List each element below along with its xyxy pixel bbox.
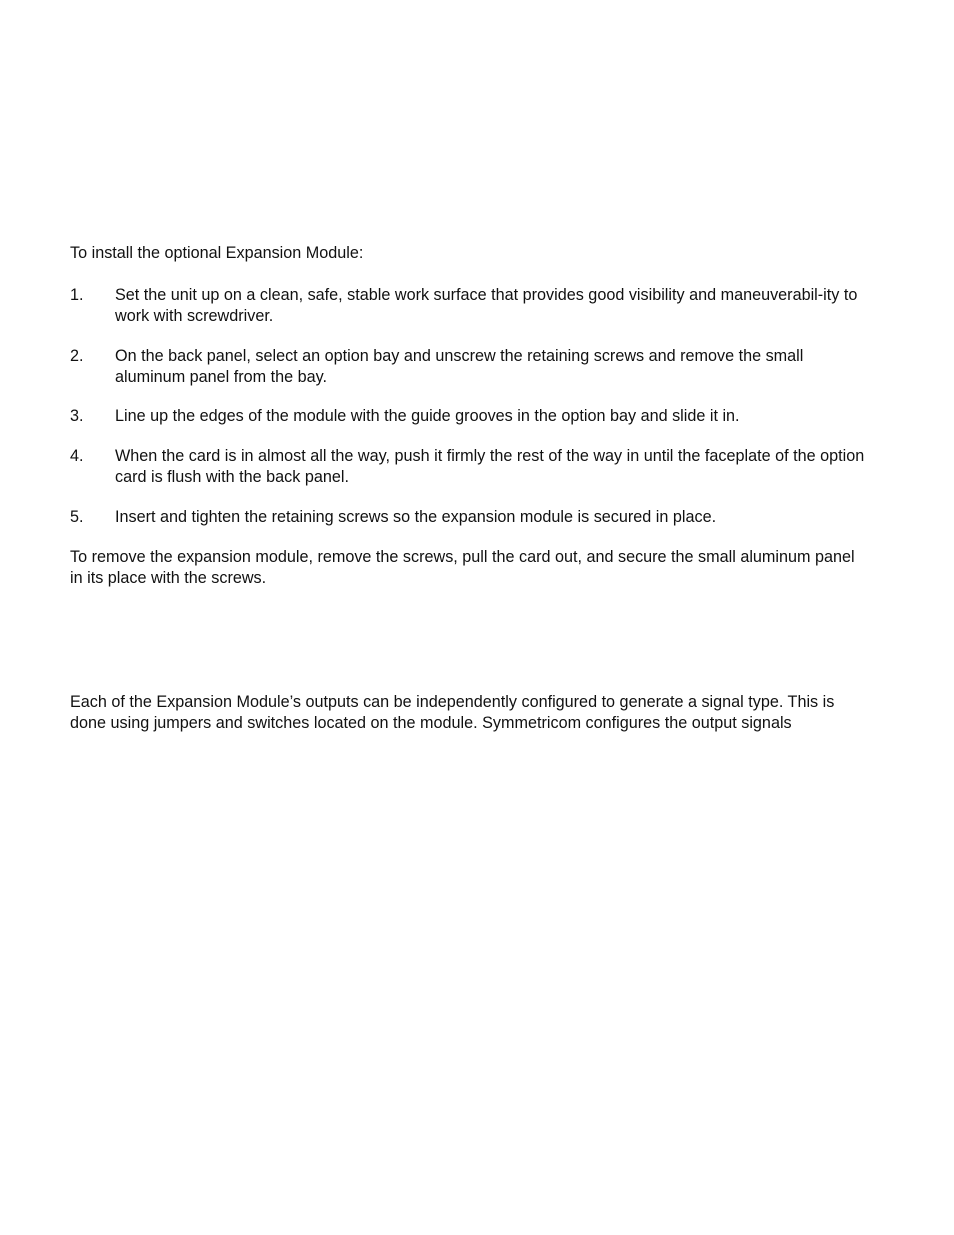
step-number: 1.	[70, 286, 84, 304]
step-number: 5.	[70, 508, 84, 526]
step-number: 4.	[70, 447, 84, 465]
install-step	[70, 446, 870, 507]
step-text: Line up the edges of the module with the guide grooves in the option bay and slide it in.	[115, 407, 740, 425]
removal-paragraph: To remove the expansion module, remove the screws, pull the card out, and secure the small aluminum panel in its place with the screws.	[70, 548, 855, 587]
install-intro: To install the optional Expansion Module:	[70, 244, 364, 262]
configuration-paragraph: Each of the Expansion Module’s outputs can be independently configured to generate a signal type. This is done using jumpers and switches located on the module. Symmetricom configures the output signals	[70, 693, 835, 732]
install-step	[70, 406, 870, 446]
step-text: Set the unit up on a clean, safe, stable work surface that provides good visibility and maneuverabil-ity to work with screwdriver.	[115, 286, 858, 325]
step-text: On the back panel, select an option bay and unscrew the retaining screws and remove the small aluminum panel from the bay.	[115, 347, 804, 386]
install-steps-list	[70, 285, 870, 528]
step-text: Insert and tighten the retaining screws so the expansion module is secured in place.	[115, 508, 717, 526]
install-step	[70, 346, 870, 406]
step-number: 3.	[70, 407, 84, 425]
install-step	[70, 285, 870, 346]
step-text: When the card is in almost all the way, push it firmly the rest of the way in until the faceplate of the option card is flush with the back panel.	[115, 447, 865, 486]
step-number: 2.	[70, 347, 84, 365]
install-step	[70, 507, 870, 528]
